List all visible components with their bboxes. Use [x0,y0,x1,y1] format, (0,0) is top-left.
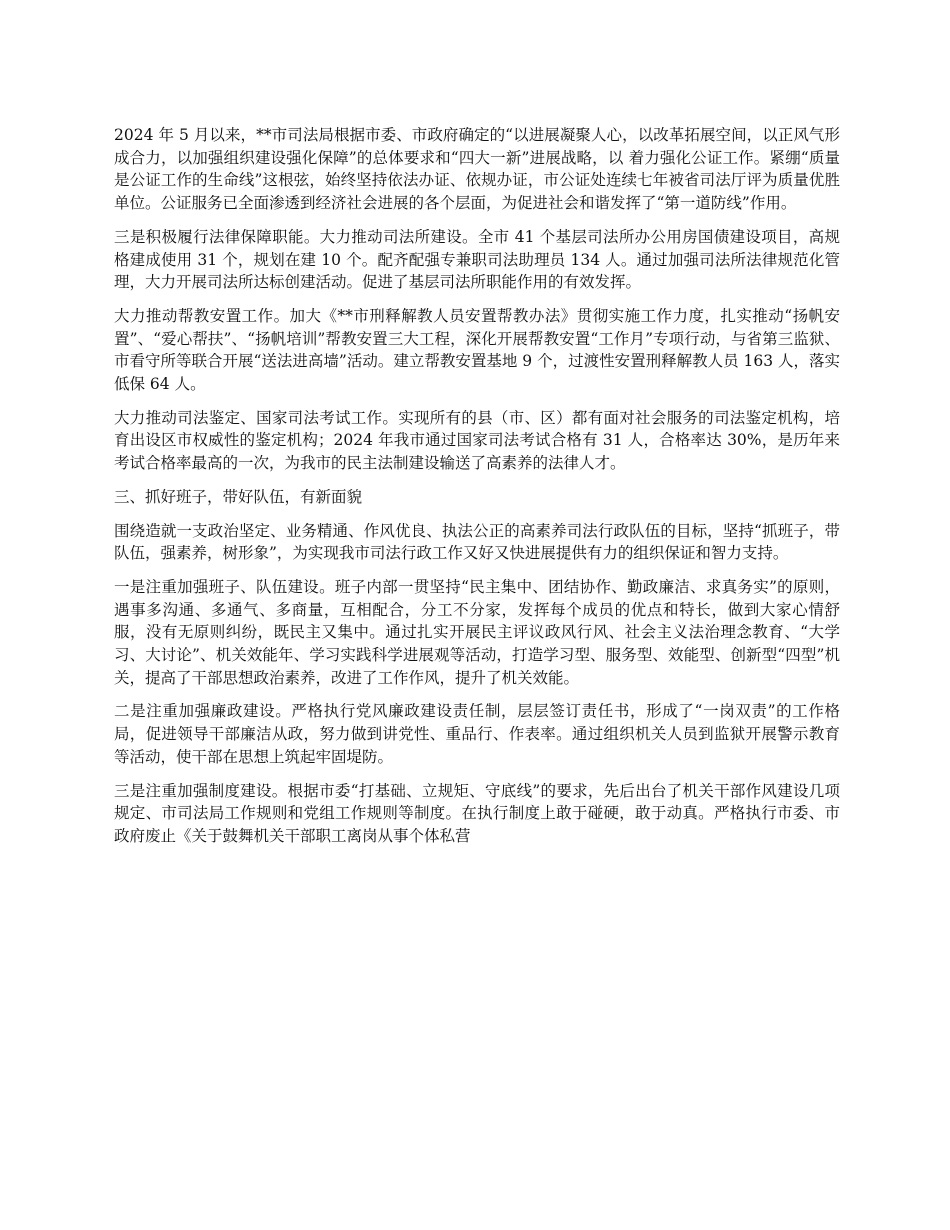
section-heading: 三、抓好班子，带好队伍，有新面貌 [114,487,363,506]
document-body [114,124,840,859]
paragraph: 二是注重加强廉政建设。严格执行党风廉政建设责任制，层层签订责任书，形成了“一岗双责”的工作格局，促进领导干部廉洁从政，努力做到讲党性、重品行、作表率。通过组织机关人员到监狱开展警示教育等活动，使干部在思想上筑起牢固堤防。 [114,702,840,766]
paragraph: 一是注重加强班子、队伍建设。班子内部一贯坚持“民主集中、团结协作、勤政廉洁、求真务实”的原则，遇事多沟通、多通气、多商量，互相配合，分工不分家，发挥每个成员的优点和特长，做到大家心情舒服，没有无原则纠纷，既民主又集中。通过扎实开展民主评议政风行风、社会主义法治理念教育、“大学习、大讨论”、机关效能年、学习实践科学进展观等活动，打造学习型、服务型、效能型、创新型“四型”机关，提高了干部思想政治素养，改进了工作作风，提升了机关效能。 [114,577,840,687]
paragraph: 三是积极履行法律保障职能。大力推动司法所建设。全市 41 个基层司法所办公用房国债建设项目，高规格建成使用 31 个，规划在建 10 个。配齐配强专兼职司法助理员 134 人。通过加强司法所法律规范化管理，大力开展司法所达标创建活动。促进了基层司法所职能作用的有效发挥。 [114,227,840,292]
paragraph: 大力推动帮教安置工作。加大《**市刑释解教人员安置帮教办法》贯彻实施工作力度，扎实推动“扬帆安置”、“爱心帮扶”、“扬帆培训”帮教安置三大工程，深化开展帮教安置“工作月”专项行动，与省第三监狱、市看守所等联合开展“送法进高墙”活动。建立帮教安置基地 9 个，过渡性安置刑释解教人员 163 人，落实低保 64 人。 [114,306,841,394]
paragraph: 2024 年 5 月以来，**市司法局根据市委、市政府确定的“以进展凝聚人心，以改革拓展空间，以正风气形成合力，以加强组织建设强化保障”的总体要求和“四大一新”进展战略，以 着力强化公证工作。紧绷“质量是公证工作的生命线”这根弦，始终坚持依法办证、依规办证，市公证处连续七年被省司法厅评为质量优胜单位。公证服务已全面渗透到经济社会进展的各个层面，为促进社会和谐发挥了“第一道防线”作用。 [114,126,840,213]
paragraph: 围绕造就一支政治坚定、业务精通、作风优良、执法公正的高素养司法行政队伍的目标，坚持“抓班子，带队伍，强素养，树形象”，为实现我市司法行政工作又好又快进展提供有力的组织保证和智力支持。 [114,521,840,563]
paragraph: 大力推动司法鉴定、国家司法考试工作。实现所有的县（市、区）都有面对社会服务的司法鉴定机构，培育出设区市权威性的鉴定机构；2024 年我市通过国家司法考试合格有 31 人，合格率达 30%，是历年来考试合格率最高的一次，为我市的民主法制建设输送了高素养的法律人才。 [114,408,840,473]
paragraph: 三是注重加强制度建设。根据市委“打基础、立规矩、守底线”的要求，先后出台了机关干部作风建设几项规定、市司法局工作规则和党组工作规则等制度。在执行制度上敢于碰硬，敢于动真。严格执行市委、市政府废止《关于鼓舞机关干部职工离岗从事个体私营 [114,781,840,845]
